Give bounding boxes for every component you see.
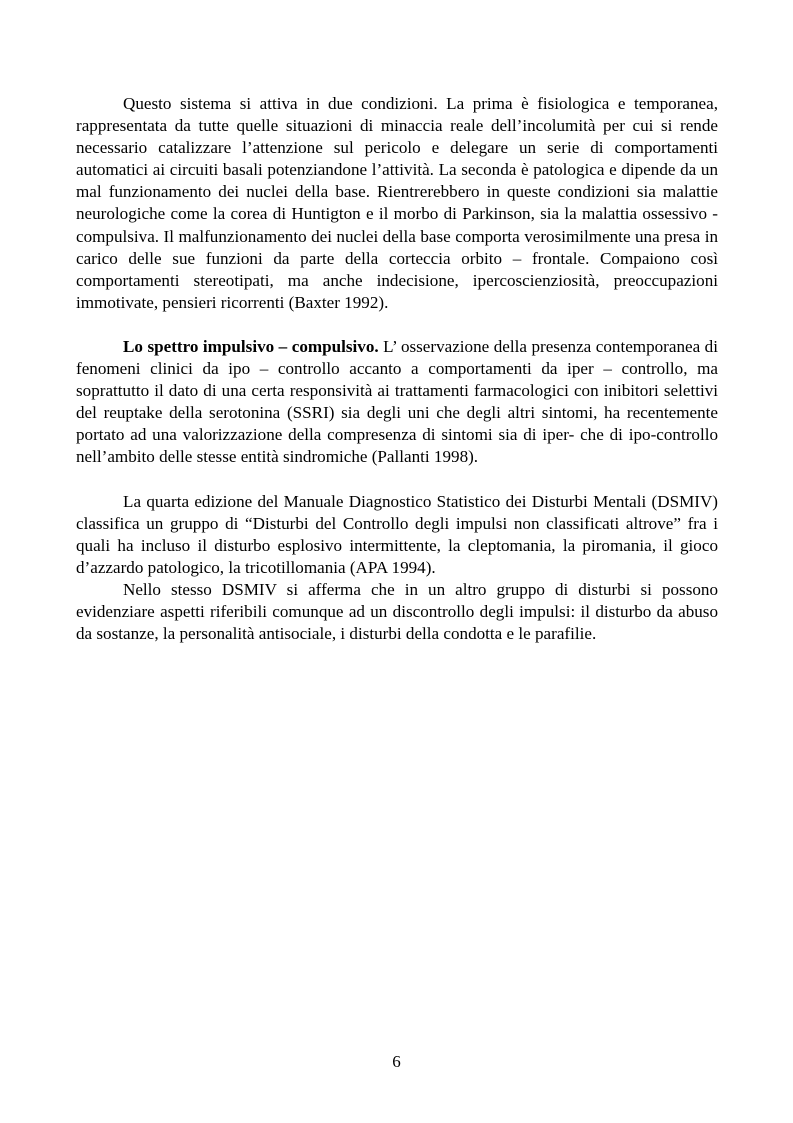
paragraph-dsmiv-other-disorders: Nello stesso DSMIV si afferma che in un altro gruppo di disturbi si possono evidenziare aspetti riferibili comunque ad un discontrollo degli impulsi: il disturbo da abuso da sostanze, la personalità antisociale, i disturbi della condotta e le parafilie. (76, 579, 718, 644)
document-body (76, 93, 718, 645)
paragraph-dsmiv-classification: La quarta edizione del Manuale Diagnostico Statistico dei Disturbi Mentali (DSMIV) classifica un gruppo di “Disturbi del Controllo degli impulsi non classificati altrove” fra i quali ha incluso il disturbo esplosivo intermittente, la cleptomania, la piromania, il gioco d’azzardo patologico, la tricotillomania (APA 1994). (76, 491, 718, 577)
paragraph-lead-in-heading: Lo spettro impulsivo – compulsivo. (123, 336, 379, 356)
paragraph-impulsive-compulsive-spectrum (76, 336, 718, 469)
paragraph-spectrum-text: L’ osservazione della presenza contemporanea di fenomeni clinici da ipo – controllo accanto a comportamenti da iper – controllo, ma soprattutto il dato di una certa responsività ai trattamenti farmacologici con inibitori selettivi del reuptake della serotonina (SSRI) sia degli uni che degli altri sintomi, ha recentemente portato ad una valorizzazione della compresenza di sintomi sia di iper- che di ipo-controllo nell’ambito delle stesse entità sindromiche (Pallanti 1998). (76, 336, 718, 467)
paragraph-stress-system: Questo sistema si attiva in due condizioni. La prima è fisiologica e temporanea, rappresentata da tutte quelle situazioni di minaccia reale dell’incolumità per cui si rende necessario catalizzare l’attenzione sul pericolo e delegare un serie di comportamenti automatici ai circuiti basali potenziandone l’attività. La seconda è patologica e dipende da un mal funzionamento dei nuclei della base. Rientrerebbero in queste condizioni sia malattie neurologiche come la corea di Huntigton e il morbo di Parkinson, sia la malattia ossessivo - compulsiva. Il malfunzionamento dei nuclei della base comporta verosimilmente una presa in carico delle sue funzioni da parte della corteccia orbito – frontale. Compaiono così comportamenti stereotipati, ma anche indecisione, ipercoscienziosità, preoccupazioni immotivate, pensieri ricorrenti (Baxter 1992). (76, 94, 718, 312)
page-number: 6 (392, 1052, 401, 1071)
